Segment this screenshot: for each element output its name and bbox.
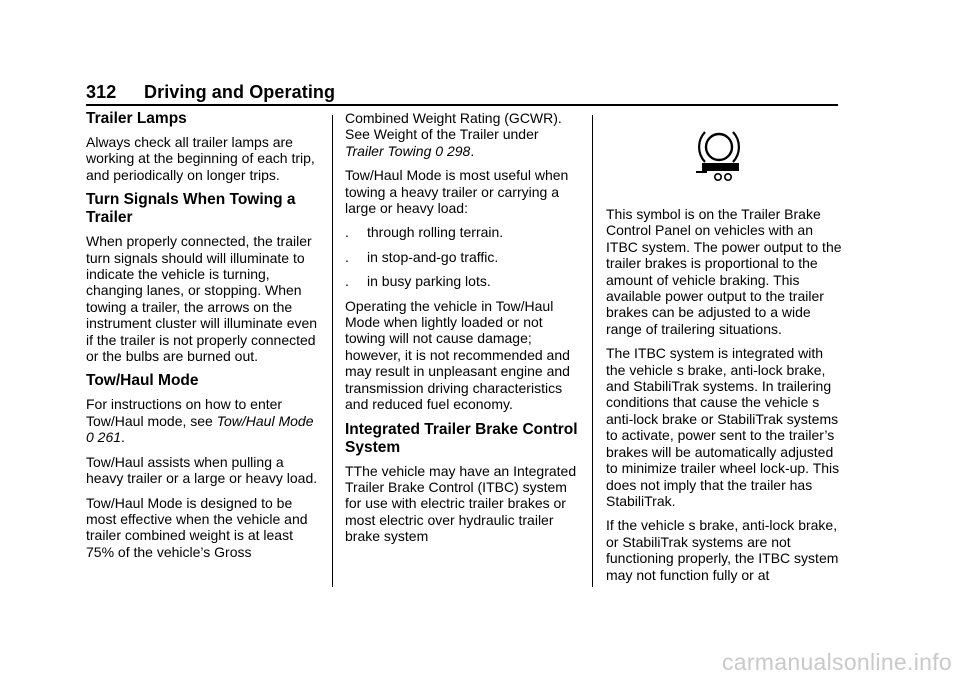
list-item-text: in stop-and-go traffic.: [367, 248, 499, 265]
page-number: 312: [86, 82, 117, 102]
bullet-marker: .: [345, 224, 349, 241]
paragraph-most-useful: Tow/Haul Mode is most useful when towing a heavy trailer or carrying a large or heavy load:: [345, 167, 569, 217]
heading-trailer-lamps: Trailer Lamps: [86, 110, 187, 127]
list-item-text: in busy parking lots.: [367, 273, 491, 290]
paragraph-operating: Operating the vehicle in Tow/Haul Mode when lightly loaded or not towing will not cause damage; however, it is not recommended and may result in unpleasant engine and transmission driving characteristics and reduced fuel economy.: [345, 297, 570, 413]
heading-turn-signals: Turn Signals When Towing a Trailer: [86, 191, 296, 227]
trailer-brake-icon: [606, 110, 842, 200]
gcwr-end: .: [470, 142, 475, 159]
tow-haul-page-ref[interactable]: 0 261: [86, 429, 122, 446]
header-rule: [86, 104, 838, 106]
list-item: [345, 273, 581, 289]
tow-haul-mode-link[interactable]: Tow/Haul Mode: [216, 412, 314, 429]
paragraph-gcwr-continued: [345, 110, 581, 159]
paragraph-tow-haul-instructions: [86, 396, 322, 445]
paragraph-itbc: TThe vehicle may have an Integrated Trailer Brake Control (ITBC) system for use with electric trailer brakes or most electric over hydraulic trailer brake system: [345, 462, 577, 545]
column-3: [606, 110, 842, 591]
trailer-towing-page-ref[interactable]: 0 298: [435, 142, 471, 159]
paragraph-itbc-integrated: The ITBC system is integrated with the vehicle s brake, anti-lock brake, and StabiliTrak systems. In trailering conditions that cause the vehicle s anti-lock brake or StabiliTrak systems to activate, power sent to the trailer’s brakes will be automatically adjusted to minimize trailer wheel lock-up. This does not imply that the trailer has StabiliTrak.: [606, 345, 840, 509]
column-divider-1: [332, 115, 333, 587]
paragraph-tow-haul-designed: Tow/Haul Mode is designed to be most effective when the vehicle and trailer combined weight is at least 75% of the vehicle’s Gross: [86, 494, 308, 560]
site-watermark: carmanualsonline.info: [721, 649, 952, 675]
column-2: [345, 110, 581, 553]
page-header: [86, 82, 335, 103]
heading-itbc: Integrated Trailer Brake Control System: [345, 420, 578, 456]
list-item-text: through rolling terrain.: [367, 224, 504, 241]
column-1: [86, 110, 322, 568]
column-divider-2: [592, 115, 593, 587]
gcwr-text: Combined Weight Rating (GCWR). See Weight of the Trailer under: [345, 110, 562, 143]
paragraph-trailer-lamps: Always check all trailer lamps are working at the beginning of each trip, and periodically on longer trips.: [86, 134, 315, 183]
bullet-marker: .: [345, 273, 349, 290]
section-title: Driving and Operating: [144, 82, 336, 102]
list-item: [345, 249, 581, 265]
conditions-list: [345, 224, 581, 289]
bullet-marker: .: [345, 248, 349, 265]
paragraph-turn-signals: When properly connected, the trailer turn signals should will illuminate to indicate the vehicle is turning, changing lanes, or stopping. When towing a trailer, the arrows on the instrument cluster will illuminate even if the trailer is not properly connected or the bulbs are burned out.: [86, 233, 318, 365]
paragraph-if-not-functioning: If the vehicle s brake, anti-lock brake, or StabiliTrak systems are not functioning properly, the ITBC system may not function fully or at: [606, 517, 839, 583]
paragraph-symbol: This symbol is on the Trailer Brake Control Panel on vehicles with an ITBC system. The power output to the trailer brakes is proportional to the amount of vehicle braking. This available power output to the trailer brakes can be adjusted to a wide range of trailering situations.: [606, 206, 842, 337]
heading-tow-haul: Tow/Haul Mode: [86, 372, 199, 390]
list-item: [345, 224, 581, 240]
tow-haul-instructions-text: For instructions on how to enter Tow/Haul mode, see: [86, 396, 283, 429]
tow-haul-instructions-end: .: [121, 429, 125, 446]
paragraph-tow-haul-assists: Tow/Haul assists when pulling a heavy trailer or a large or heavy load.: [86, 453, 318, 487]
trailer-towing-link[interactable]: Trailer Towing: [345, 142, 432, 159]
